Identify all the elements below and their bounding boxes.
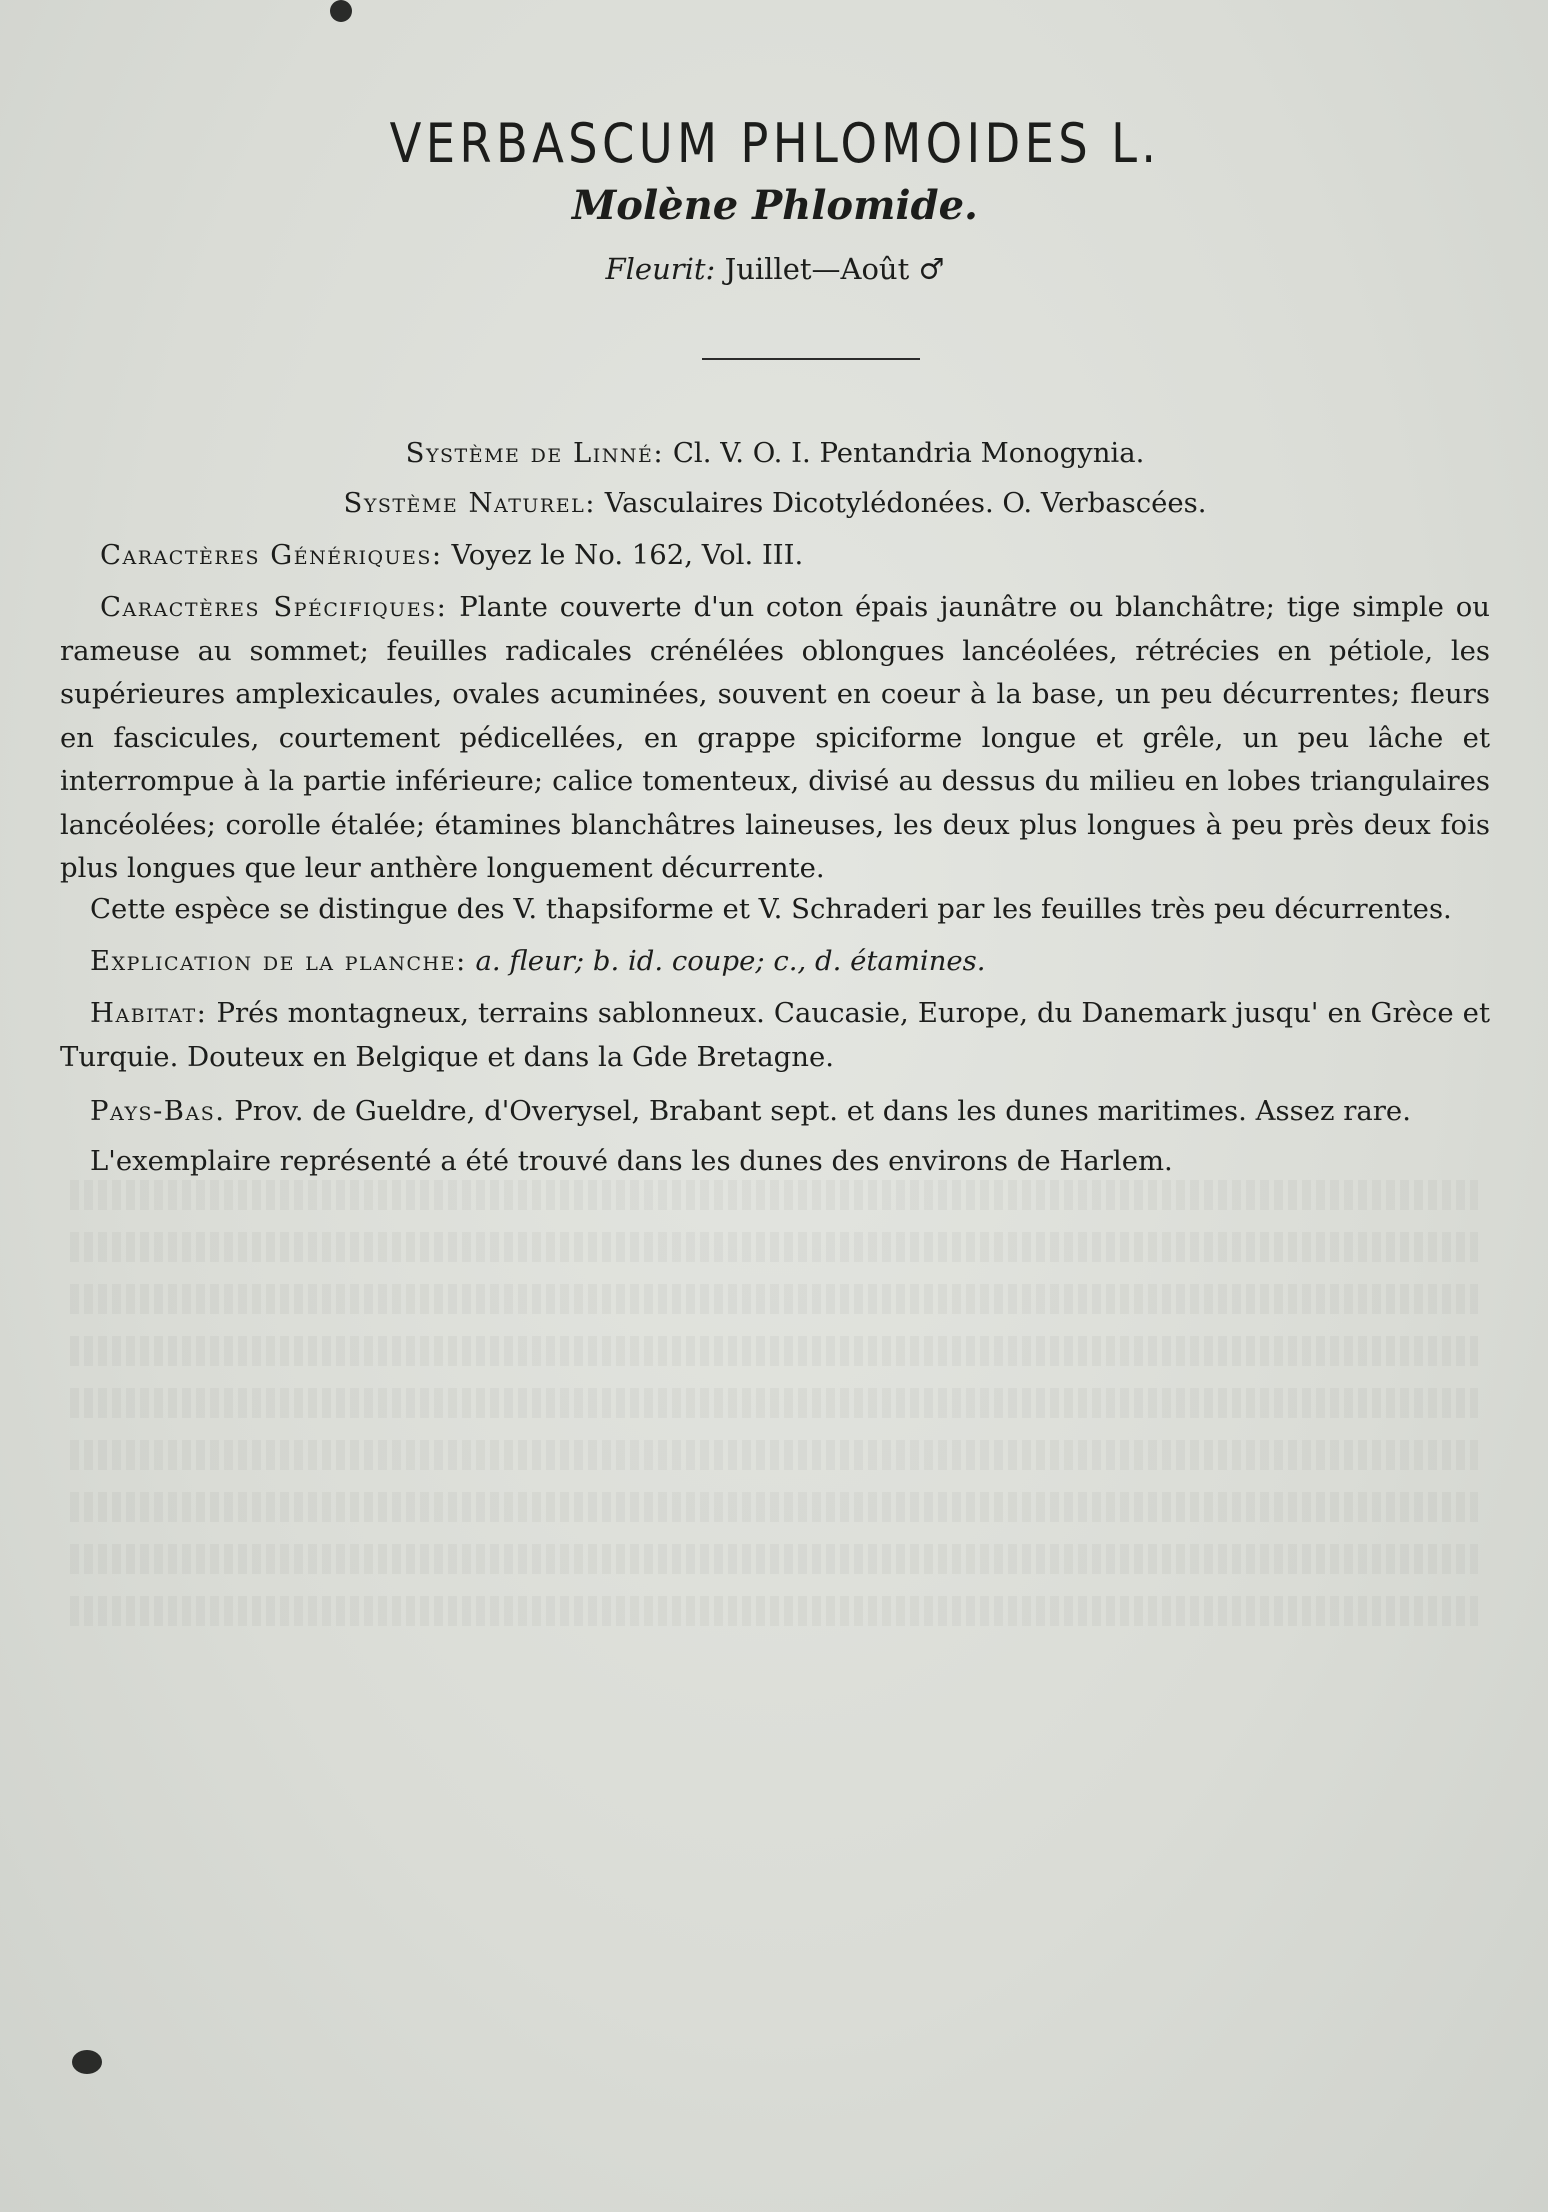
habitat-paragraph <box>60 992 1490 1079</box>
specific-characters <box>60 586 1490 891</box>
plate-explanation <box>90 940 1490 984</box>
linne-system <box>60 432 1490 476</box>
bleed-through-line <box>70 1596 1478 1626</box>
specimen-note <box>60 1140 1490 1184</box>
flowering-period <box>60 252 1490 286</box>
explication-label: Explication de la planche: <box>90 945 467 977</box>
netherlands-paragraph <box>60 1090 1490 1134</box>
linne-label: Système de Linné: <box>405 437 665 469</box>
explication-text: a. fleur; b. id. coupe; c., d. étamines. <box>475 945 986 977</box>
flowering-label: Fleurit: <box>605 252 716 286</box>
natural-system <box>60 482 1490 526</box>
common-name: Molène Phlomide. <box>572 182 978 229</box>
generiques-text: Voyez le No. 162, Vol. III. <box>451 539 804 571</box>
linne-text: Cl. V. O. I. Pentandria Monogynia. <box>672 437 1145 469</box>
bleed-through-line <box>70 1388 1478 1418</box>
ink-spot <box>330 0 352 22</box>
habitat-label: Habitat: <box>90 997 208 1029</box>
bleed-through-line <box>70 1232 1478 1262</box>
bleed-through-line <box>70 1492 1478 1522</box>
naturel-text: Vasculaires Dicotylédonées. O. Verbascées. <box>604 487 1207 519</box>
bleed-through-line <box>70 1336 1478 1366</box>
bleed-through-line <box>70 1440 1478 1470</box>
bleed-through-line <box>70 1180 1478 1210</box>
title-divider <box>702 358 920 360</box>
generic-characters <box>100 534 1490 578</box>
habitat-text: Prés montagneux, terrains sablonneux. Caucasie, Europe, du Danemark jusqu' en Grèce et Turquie. Douteux en Belgique et dans la Gde Bretagne. <box>60 997 1490 1073</box>
specifiques-label: Caractères Spécifiques: <box>100 591 448 623</box>
distinction-paragraph <box>60 888 1490 932</box>
exemplaire-text: L'exemplaire représenté a été trouvé dans les dunes des environs de Harlem. <box>90 1145 1173 1177</box>
species-title: VERBASCUM PHLOMOIDES L. <box>389 112 1161 175</box>
ink-spot <box>72 2050 102 2074</box>
generiques-label: Caractères Génériques: <box>100 539 443 571</box>
bleed-through-line <box>70 1284 1478 1314</box>
specifiques-text: Plante couverte d'un coton épais jaunâtre ou blanchâtre; tige simple ou rameuse au sommet; feuilles radicales crénélées oblongues lancéolées, rétrécies en pétiole, les supérieures amplexicaules, ovales acuminées, souvent en coeur à la base, un peu décurrentes; fleurs en fascicules, courtement pédicellées, en grappe spiciforme longue et grêle, un peu lâche et interrompue à la partie inférieure; calice tomenteux, divisé au dessus du milieu en lobes triangulaires lancéolées; corolle étalée; étamines blanchâtres laineuses, les deux plus longues à peu près deux fois plus longues que leur anthère longuement décurrente. <box>60 591 1490 884</box>
paysbas-text: Prov. de Gueldre, d'Overysel, Brabant sept. et dans les dunes maritimes. Assez rare. <box>234 1095 1411 1127</box>
flowering-value: Juillet—Août ♂ <box>724 252 945 286</box>
paysbas-label: Pays-Bas. <box>90 1095 226 1127</box>
distinction-text: Cette espèce se distingue des V. thapsiforme et V. Schraderi par les feuilles très peu décurrentes. <box>90 893 1452 925</box>
naturel-label: Système Naturel: <box>343 487 596 519</box>
bleed-through-line <box>70 1544 1478 1574</box>
